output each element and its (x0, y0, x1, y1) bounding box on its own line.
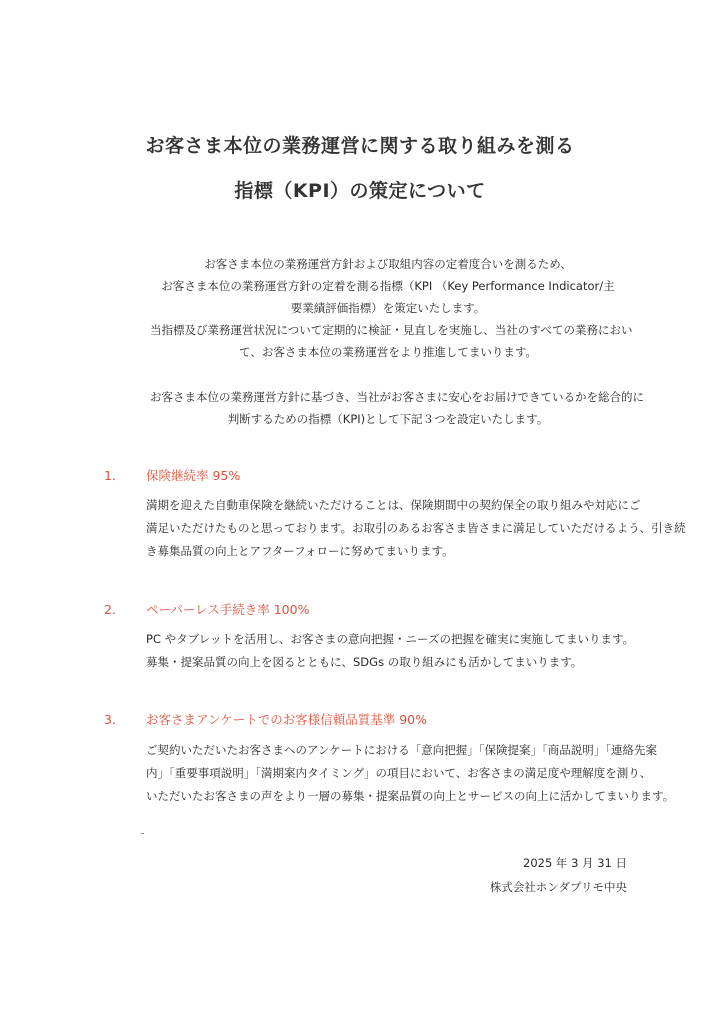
section-heading-3 (104, 710, 427, 728)
intro-p1-line: 要業績評価指標）を策定いたします。 (290, 301, 486, 315)
intro-p2-line: 判断するための指標（KPI)として下記３つを設定いたします。 (227, 412, 549, 426)
section-title: ペーパーレス手続き率 100% (146, 602, 310, 617)
section-body-line: PC やタブレットを活用し、お客さまの意向把握・ニーズの把握を確実に実施してまいります。 (146, 632, 635, 646)
section-title: お客さまアンケートでのお客様信頼品質基準 90% (146, 712, 428, 727)
section-body-line: いただいたお客さまの声をより一層の募集・提案品質の向上とサービスの向上に活かしてまいります。 (146, 789, 675, 803)
section-body-2 (146, 628, 635, 674)
section-body-line: 満期を迎えた自動車保険を継続いただけることは、保険期間中の契約保全の取り組みや対応にご (146, 498, 641, 512)
section-heading-1 (104, 466, 240, 484)
section-number: 1． (104, 468, 125, 483)
intro-p1-line: お客さま本位の業務運営方針および取組内容の定着度合いを測るため、 (204, 257, 572, 271)
section-heading-2 (104, 600, 309, 618)
document-title-line-1: お客さま本位の業務運営に関する取り組みを測る (145, 135, 575, 157)
section-number: 2． (104, 602, 125, 617)
section-body-line: 満足いただけたものと思っております。お取引のあるお客さま皆さまに満足していただけるよう、引き続 (146, 521, 686, 535)
section-title: 保険継続率 95% (146, 468, 241, 483)
intro-p1-line: 当指標及び業務運営状況について定期的に検証・見直しを実施し、当社のすべての業務におい (150, 323, 633, 337)
company-name: 株式会社ホンダプリモ中央 (489, 880, 627, 894)
intro-paragraph-2 (150, 386, 645, 430)
section-body-line: 募集・提案品質の向上を図るとともに、SDGs の取り組みにも活かしてまいります。 (146, 655, 583, 669)
section-number: 3． (104, 712, 125, 727)
section-body-line: 内」「重要事項説明」「満期案内タイミング」の項目において、お客さまの満足度や理解度を測り、 (146, 766, 652, 780)
scan-speck (141, 833, 144, 834)
intro-p2-line: お客さま本位の業務運営方針に基づき、当社がお客さまに安心をお届けできているかを総合的に (150, 390, 645, 404)
document-title-line-2: 指標（KPI）の策定について (234, 180, 486, 202)
issue-date: 2025 年 3 月 31 日 (523, 856, 627, 870)
intro-p1-line: て、お客さま本位の業務運営をより推進してまいります。 (239, 345, 537, 359)
section-body-1 (146, 494, 686, 563)
section-body-line: き募集品質の向上とアフターフォローに努めてまいります。 (146, 544, 454, 558)
intro-paragraph-1 (150, 253, 633, 363)
intro-p1-line: お客さま本位の業務運営方針の定着を測る指標（KPI （Key Performance Indicator/主 (161, 279, 615, 293)
section-body-3 (146, 739, 675, 808)
section-body-line: ご契約いただいたお客さまへのアンケートにおける「意向把握」「保険提案」「商品説明」「連絡先案 (146, 743, 658, 757)
